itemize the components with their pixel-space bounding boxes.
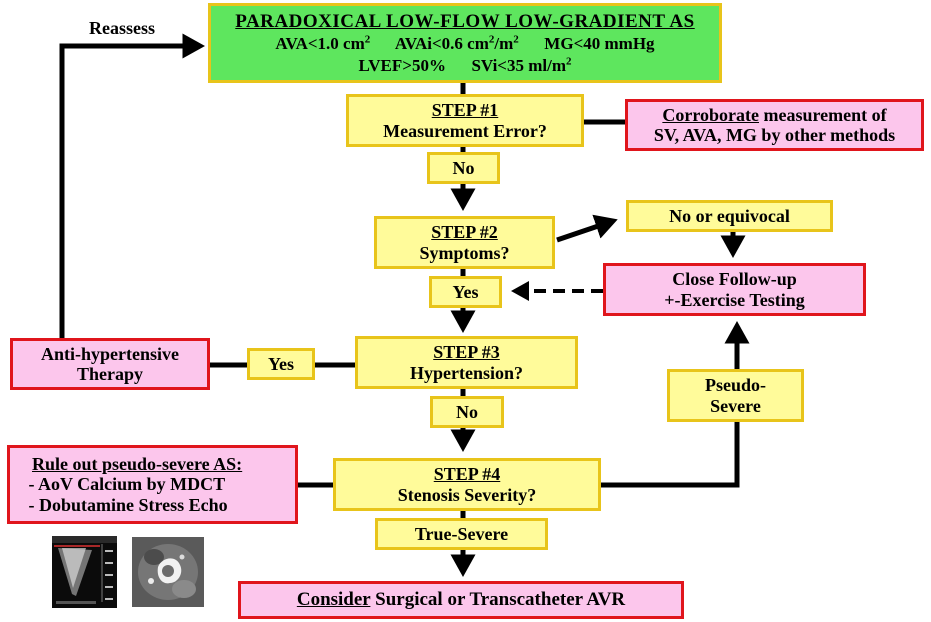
ava-criterion: AVA<1.0 $cm^2$ (275, 33, 371, 54)
follow-up-line2: +-Exercise Testing (664, 289, 805, 310)
doppler-echo-thumbnail (52, 536, 117, 608)
rule-out-item-dobutamine: - Dobutamine Stress Echo (24, 494, 228, 515)
antihypertensive-line2: Therapy (76, 364, 143, 384)
rule-out-title: Rule out pseudo-severe AS: (32, 454, 243, 475)
pseudo-severe-line2: Severe (710, 395, 761, 416)
step3-title: STEP #3 (433, 342, 500, 363)
step2-to-equivocal-arrow (557, 221, 613, 240)
consider-avr-box (238, 581, 684, 619)
step3-box (355, 336, 578, 389)
rule-out-box (7, 445, 298, 524)
step4-question: Stenosis Severity? (397, 484, 537, 505)
reassess-label: Reassess (89, 17, 155, 38)
reassess-loop-line (62, 46, 200, 338)
step2-title: STEP #2 (431, 222, 498, 243)
true-severe-box: True-Severe (375, 518, 548, 550)
no-label-step1: No (427, 152, 500, 184)
step2-box (374, 216, 555, 269)
svi-criterion: SVi<35 $ml/m^2$ (471, 55, 572, 76)
corroborate-box (625, 99, 924, 151)
header-criteria-line2 (359, 56, 572, 75)
corroborate-line2: SV, AVA, MG by other methods (653, 125, 896, 145)
antihypertensive-line1: Anti-hypertensive (41, 343, 179, 364)
step4-title: STEP #4 (433, 464, 501, 485)
step1-title: STEP #1 (431, 100, 499, 121)
header-criteria-line1 (275, 34, 654, 53)
follow-up-box (603, 263, 866, 316)
ct-calcium-thumbnail (132, 537, 204, 607)
corroborate-line1: Corroborate measurement of (662, 104, 887, 125)
pseudo-severe-box (667, 369, 804, 422)
no-label-step3: No (430, 396, 504, 428)
yes-label-step2: Yes (429, 276, 502, 308)
step2-question: Symptoms? (419, 242, 510, 263)
follow-up-line1: Close Follow-up (672, 269, 797, 290)
avai-criterion: AVAi<0.6 $cm^2/m^2$ (394, 33, 519, 54)
header-title: PARADOXICAL LOW-FLOW LOW-GRADIENT AS (235, 10, 695, 32)
rule-out-item-mdct: - AoV Calcium by MDCT (24, 474, 226, 495)
no-or-equivocal-box: No or equivocal (626, 200, 833, 232)
step3-question: Hypertension? (409, 362, 523, 383)
step4-to-pseudo (600, 422, 737, 485)
mg-criterion: MG<40 mmHg (544, 34, 655, 54)
yes-label-step3: Yes (247, 348, 315, 380)
step4-box (333, 458, 601, 511)
pseudo-severe-line1: Pseudo- (704, 375, 766, 396)
header-box (208, 3, 722, 83)
step1-box (346, 94, 584, 147)
antihypertensive-box (10, 338, 210, 390)
lvef-criterion: LVEF>50% (358, 56, 446, 76)
step1-question: Measurement Error? (383, 120, 547, 141)
consider-avr-text: Consider Surgical or Transcatheter AVR (296, 589, 626, 611)
